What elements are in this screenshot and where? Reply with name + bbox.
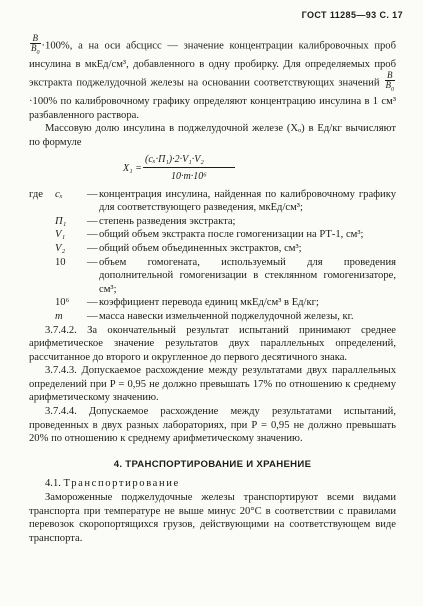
definition-dash: — [87, 242, 98, 254]
definition-dash: — [87, 297, 98, 309]
intro-text-b: ·100% по калибровочному графику определяют концентрацию инсулина в 1 см³ разбавленного раствора. [29, 96, 396, 121]
ratio-numerator: B [30, 34, 41, 44]
definition-row [29, 228, 396, 242]
formula-fraction-bar [143, 167, 235, 168]
intro-paragraph [29, 34, 396, 122]
definition-text: концентрация инсулина, найденная по калибровочному графику для соответствующего разведения, мкЕд/см³; [99, 188, 396, 214]
variable-definitions [29, 188, 396, 324]
ratio-fraction-2 [385, 71, 396, 95]
mass-fraction-paragraph: Массовую долю инсулина в поджелудочной железе (Xₒ) в Ед/кг вычисляют по формуле [29, 123, 396, 148]
subsection-number: 4.1. [45, 478, 61, 490]
subsection-title: Транспортирование [63, 478, 180, 490]
definition-symbol: 10 [55, 256, 66, 268]
definition-lead: где [29, 188, 43, 200]
clause-3-7-4-4: 3.7.4.4. Допускаемое расхождение между результатами испытаний, проведенных в двух разных лабораториях, при P = 0,95 не должно превышать 20% по отношению к среднему арифметическому значению. [29, 406, 396, 445]
definition-text: общий объем экстракта после гомогенизации на РТ-1, см³; [99, 229, 364, 241]
definition-dash: — [87, 188, 98, 200]
definition-row [29, 188, 396, 215]
page-header: ГОСТ 11285—93 С. 17 [301, 10, 403, 20]
definition-text: степень разведения экстракта; [99, 215, 236, 227]
section-heading: 4. ТРАНСПОРТИРОВАНИЕ И ХРАНЕНИЕ [113, 458, 312, 470]
definition-row [29, 256, 396, 297]
clause-3-7-4-3: 3.7.4.3. Допускаемое расхождение между результатами двух параллельных определений при P = 0,95 не должно превышать 17% по отношению к среднему арифметическому значению. [29, 365, 396, 404]
clause-3-7-4-2: 3.7.4.2. За окончательный результат испытаний принимают среднее арифметическое значение результатов двух параллельных определений, рассчитанное до второго и округленное до первого десятичного знака. [29, 324, 396, 363]
definition-dash: — [87, 256, 98, 268]
definition-symbol: V₂ [55, 242, 66, 254]
definition-text: объем гомогената, используемый для проведения дополнительной гомогенизации в стеклянном гомогенизаторе, см³; [99, 256, 396, 295]
clause-4-1-text: Замороженные поджелудочные железы транспортируют всеми видами транспорта при температуре не выше минус 20°С в соответствии с правилами перевозок скоропортящихся грузов, действующими на соответствующем виде транспорта. [29, 492, 396, 544]
page-content [29, 34, 396, 545]
ratio2-numerator: B [385, 71, 396, 81]
definition-text: коэффициент перевода единиц мкЕд/см³ в Ед/кг; [99, 297, 319, 309]
formula-lhs: X₁ = [123, 162, 142, 174]
definition-symbol: V₁ [55, 229, 66, 241]
intro-text-a: ·100%, а на оси абсцисс — значение концентрации калибровочных проб инсулина в мкЕд/см³, добавленного в одну пробирку. Для определяемых проб экстракта поджелудочной железы на основании соответствующих значений [29, 40, 396, 89]
definition-symbol: cₓ [55, 188, 63, 200]
definition-dash: — [87, 229, 98, 241]
definition-row [29, 310, 396, 324]
definition-dash: — [87, 310, 98, 322]
definition-dash: — [87, 215, 98, 227]
definition-row [29, 215, 396, 229]
ratio-fraction [30, 34, 41, 58]
ratio2-denominator: $B_0$ [385, 80, 394, 94]
definition-row [29, 296, 396, 310]
formula-numerator: (cₓ·Π₁)·2·V₁·V₂ [145, 153, 204, 165]
definition-symbol: 10⁶ [55, 297, 70, 309]
definition-text: масса навески измельченной поджелудочной железы, кг. [99, 310, 354, 322]
definition-symbol: Π₁ [55, 215, 67, 227]
definition-row [29, 242, 396, 256]
ratio-denominator: $B_0$ [31, 43, 40, 56]
subsection-heading [29, 477, 396, 491]
formula-denominator: 10·m·10⁶ [171, 170, 207, 182]
insulin-formula [29, 152, 396, 186]
definition-text: общий объем объединенных экстрактов, см³; [99, 242, 302, 254]
definition-symbol: m [55, 310, 63, 322]
